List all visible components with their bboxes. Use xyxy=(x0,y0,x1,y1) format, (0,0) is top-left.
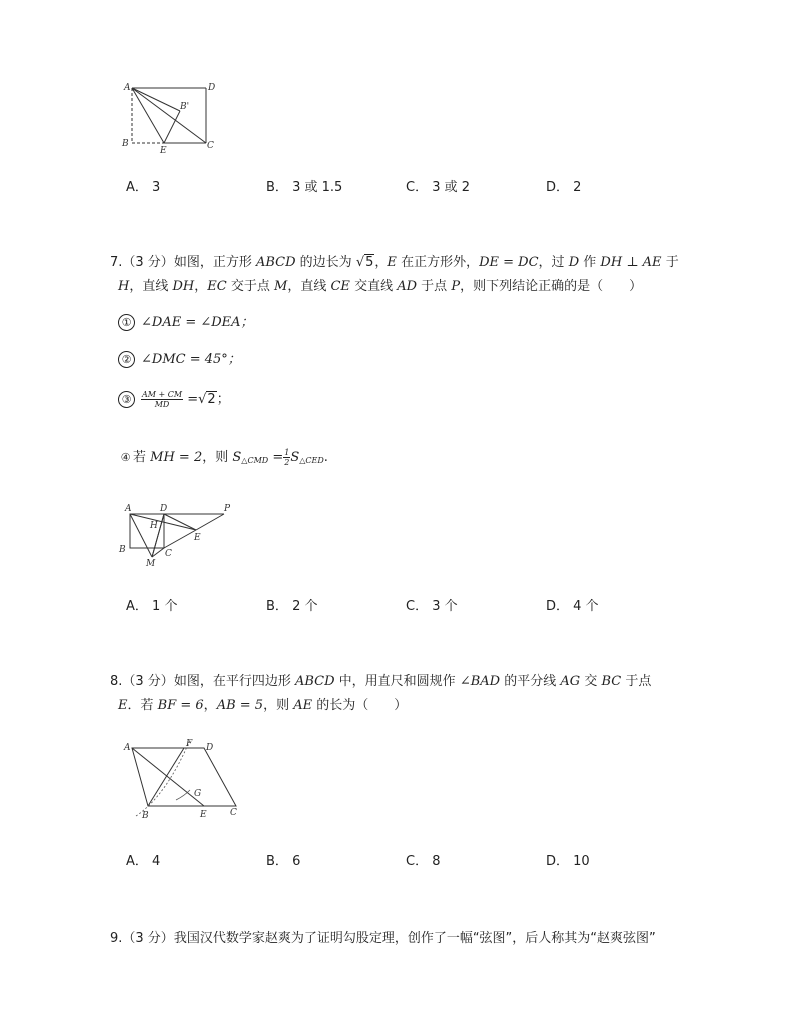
q8-label-b: B xyxy=(142,811,149,821)
q6-label-c: C xyxy=(207,141,214,151)
q7-option-c[interactable]: C． 3 个 xyxy=(406,599,458,614)
q8-label-f: F xyxy=(186,739,193,749)
q6-option-b[interactable]: B． 3 或 1.5 xyxy=(266,180,343,195)
q8-stem-line1: 8.（3 分）如图，在平行四边形 ABCD 中，用直尺和圆规作 ∠BAD 的平分线 AG 交 BC 于点 xyxy=(110,674,652,689)
q7-option-d[interactable]: D． 4 个 xyxy=(546,599,599,614)
q7-statement-4: ④ 若 MH = 2，则 $S_{\triangle CMD}$ = $\frac{1}{2}$ $S_{\triangle CED}$. xyxy=(120,448,328,467)
q8-label-c: C xyxy=(230,808,237,818)
q9-stem-line1: 9.（3 分）我国汉代数学家赵爽为了证明勾股定理，创作了一幅“弦图”，后人称其为“赵爽弦图” xyxy=(110,931,656,946)
q6-option-a[interactable]: A． 3 xyxy=(126,180,161,195)
q8-label-g: G xyxy=(194,789,202,799)
q7-option-a[interactable]: A． 1 个 xyxy=(126,599,178,614)
q7-stem-line2: H，直线 DH，EC 交于点 M，直线 CE 交直线 AD 于点 P，则下列结论正确的是（ ） xyxy=(118,279,643,294)
q7-label-h: H xyxy=(150,521,158,531)
q6-label-d: D xyxy=(208,83,216,93)
q7-label-d: D xyxy=(160,504,168,514)
q7-label-m: M xyxy=(146,559,156,569)
q7-stem-line1: 7.（3 分）如图，正方形 ABCD 的边长为 √5，E 在正方形外，DE = DC，过 D 作 DH ⊥ AE 于 xyxy=(110,255,679,270)
q8-figure xyxy=(118,736,244,822)
q7-statement-3: ③ $\frac{AM + CM}{MD}$ =√2； xyxy=(118,388,230,409)
q8-label-e: E xyxy=(200,810,207,820)
q8-option-d[interactable]: D． 10 xyxy=(546,854,590,869)
q8-option-c[interactable]: C． 8 xyxy=(406,854,441,869)
q7-statement-1: ① ∠DAE = ∠DEA； xyxy=(118,311,254,331)
q6-label-e: E xyxy=(160,146,167,156)
q6-option-d[interactable]: D． 2 xyxy=(546,180,582,195)
q6-label-a: A xyxy=(124,83,131,93)
q8-option-b[interactable]: B． 6 xyxy=(266,854,301,869)
q7-label-b: B xyxy=(119,545,126,555)
q8-label-a: A xyxy=(124,743,131,753)
q7-figure xyxy=(116,500,238,570)
q8-stem-line2: E．若 BF = 6，AB = 5，则 AE 的长为（ ） xyxy=(118,698,408,713)
q7-label-p: P xyxy=(224,504,231,514)
q6-option-c[interactable]: C． 3 或 2 xyxy=(406,180,471,195)
q6-figure xyxy=(118,78,228,156)
q8-option-a[interactable]: A． 4 xyxy=(126,854,161,869)
q7-label-a: A xyxy=(125,504,132,514)
q7-label-e: E xyxy=(194,533,201,543)
q7-label-c: C xyxy=(165,549,172,559)
q7-statement-2: ② ∠DMC = 45°； xyxy=(118,348,241,368)
q7-option-b[interactable]: B． 2 个 xyxy=(266,599,318,614)
q6-label-bprime: B' xyxy=(180,102,190,112)
q6-label-b: B xyxy=(122,139,129,149)
q8-label-d: D xyxy=(206,743,214,753)
